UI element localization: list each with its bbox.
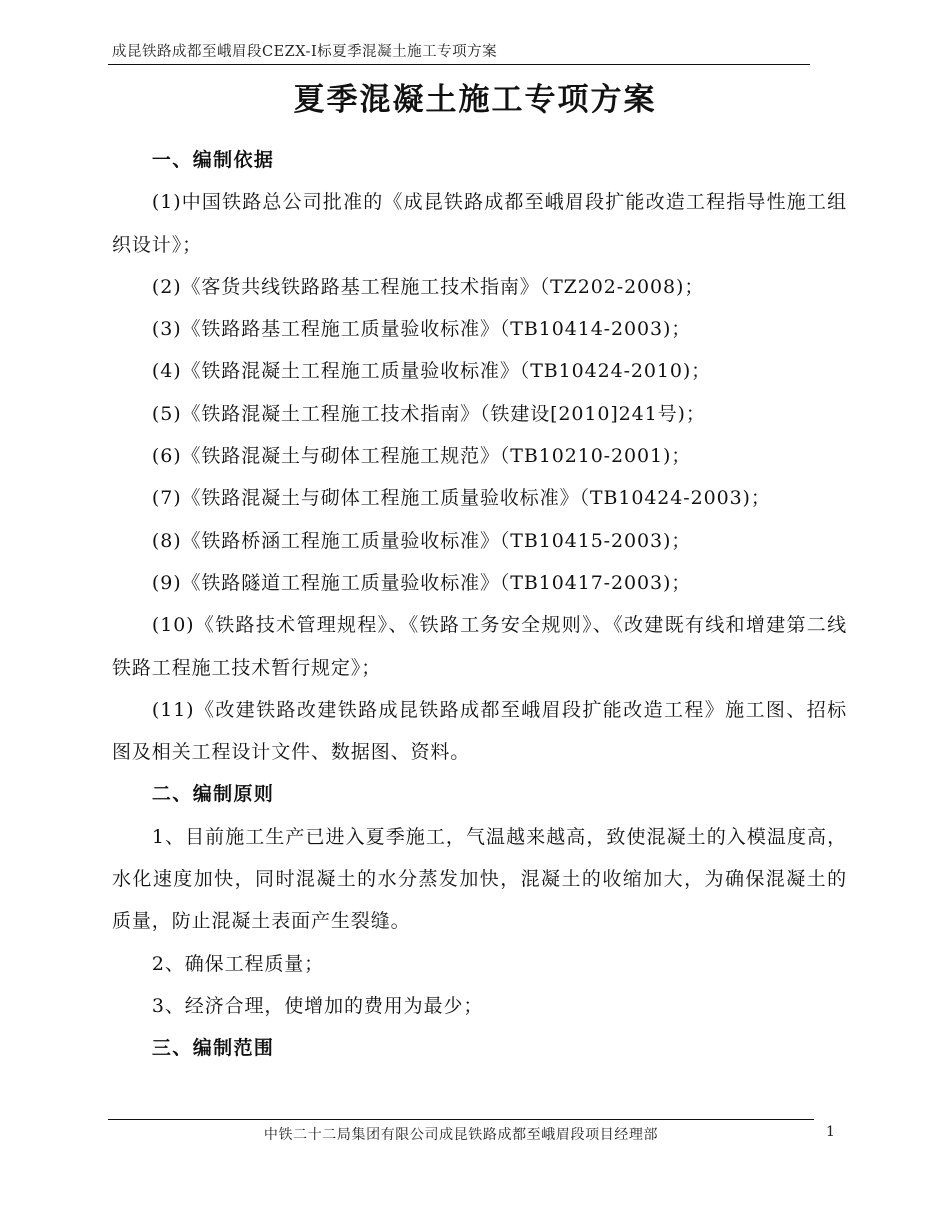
principle-item-2: 2、确保工程质量； [151,952,325,975]
document-body [112,139,847,1070]
basis-item-8: (8)《铁路桥涵工程施工质量验收标准》（TB10415-2003)； [151,529,692,552]
basis-item-6: (6)《铁路混凝土与砌体工程施工规范》（TB10210-2001)； [151,445,692,468]
basis-item-7: (7)《铁路混凝土与砌体工程施工质量验收标准》（TB10424-2003)； [151,487,771,510]
basis-item-4: (4)《铁路混凝土工程施工质量验收标准》（TB10424-2010)； [151,360,712,383]
document-title: 夏季混凝土施工专项方案 [293,82,657,118]
page-header: 成昆铁路成都至峨眉段CEZX-I标夏季混凝土施工专项方案 [112,44,498,60]
section-heading-scope: 三、编制范围 [151,1037,275,1060]
basis-item-10: (10)《铁路技术管理规程》、《铁路工务安全规则》、《改建既有线和增建第二线铁路工程施工技术暂行规定》； [112,614,847,679]
principle-item-3: 3、经济合理，使增加的费用为最少； [151,994,484,1017]
basis-item-2: (2)《客货共线铁路路基工程施工技术指南》（TZ202-2008)； [151,275,705,298]
basis-item-3: (3)《铁路路基工程施工质量验收标准》（TB10414-2003)； [151,318,692,341]
page-number: 1 [826,1124,835,1140]
header-rule [108,64,810,65]
section-heading-principles: 二、编制原则 [151,783,275,806]
basis-item-1: (1)中国铁路总公司批准的《成昆铁路成都至峨眉段扩能改造工程指导性施工组织设计》； [112,191,847,256]
section-heading-basis: 一、编制依据 [151,149,275,171]
basis-item-5: (5)《铁路混凝土工程施工技术指南》（铁建设[2010]241号)； [151,402,706,425]
basis-item-9: (9)《铁路隧道工程施工质量验收标准》（TB10417-2003)； [151,571,692,594]
basis-item-11: (11)《改建铁路改建铁路成昆铁路成都至峨眉段扩能改造工程》施工图、招标图及相关工程设计文件、数据图、资料。 [112,698,847,764]
page-footer: 中铁二十二局集团有限公司成昆铁路成都至峨眉段项目经理部 [263,1127,659,1143]
principle-item-1: 1、目前施工生产已进入夏季施工，气温越来越高，致使混凝土的入模温度高，水化速度加快，同时混凝土的水分蒸发加快，混凝土的收缩加大，为确保混凝土的质量，防止混凝土表面产生裂缝。 [112,825,847,933]
footer-rule [108,1119,814,1120]
